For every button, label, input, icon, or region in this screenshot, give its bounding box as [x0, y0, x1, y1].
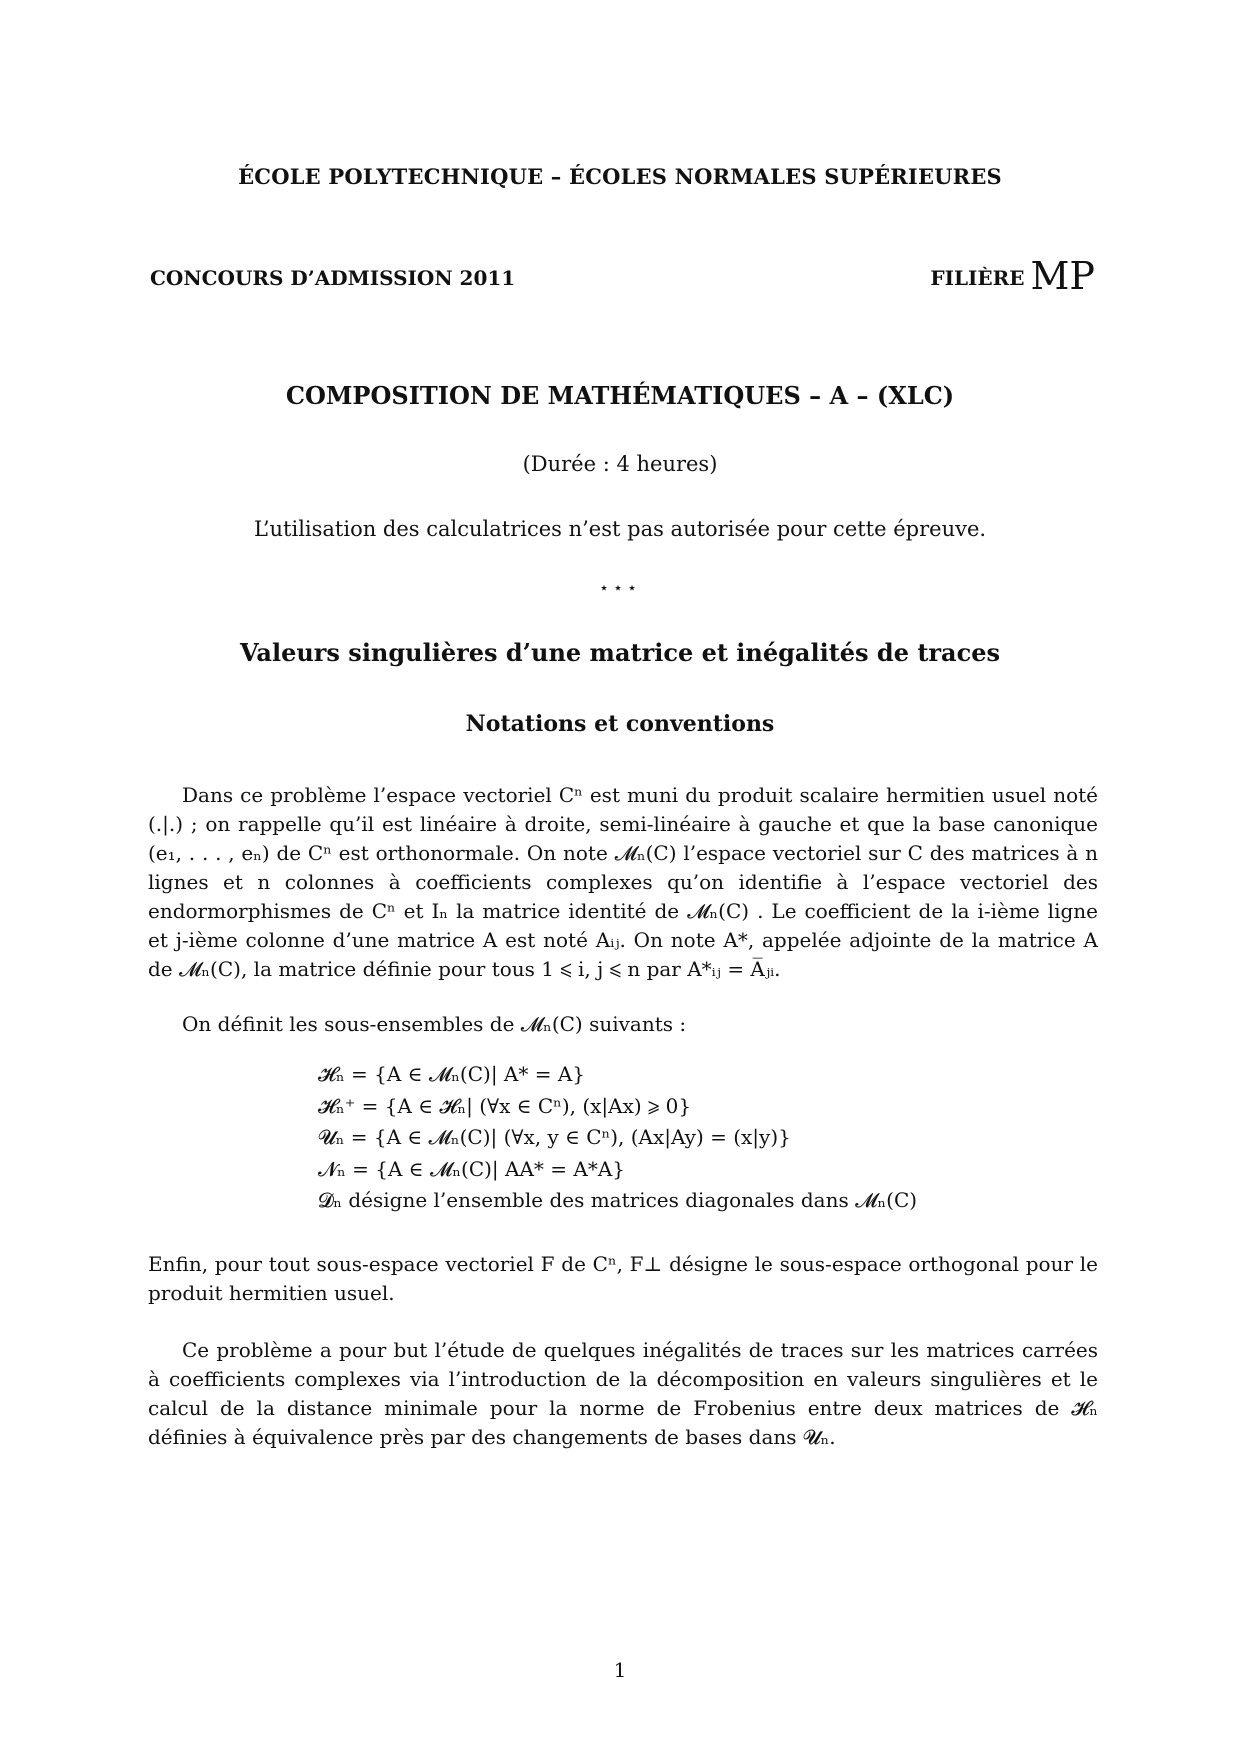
separator-stars: ⋆⋆⋆ — [598, 578, 642, 597]
institution-header: ÉCOLE POLYTECHNIQUE – ÉCOLES NORMALES SUPÉRIEURES — [238, 164, 1002, 189]
definition-unitary: 𝓤ₙ = {A ∈ 𝓜ₙ(C)| (∀x, y ∈ Cⁿ), (Ax|Ay) = (x|y)} — [318, 1125, 791, 1149]
page-number: 1 — [613, 1658, 627, 1682]
definition-positive-hermitian: 𝓗ₙ⁺ = {A ∈ 𝓗ₙ| (∀x ∈ Cⁿ), (x|Ax) ⩾ 0} — [318, 1093, 692, 1118]
problem-title: Valeurs singulières d’une matrice et inégalités de traces — [239, 638, 1001, 667]
paragraph-subsets-intro: On définit les sous-ensembles de 𝓜ₙ(C) suivants : — [182, 1012, 687, 1036]
calculator-note: L’utilisation des calculatrices n’est pas autorisée pour cette épreuve. — [253, 517, 987, 541]
definition-diagonal: 𝓓ₙ désigne l’ensemble des matrices diagonales dans 𝓜ₙ(C) — [318, 1188, 918, 1212]
duration: (Durée : 4 heures) — [522, 452, 718, 476]
definition-hermitian: 𝓗ₙ = {A ∈ 𝓜ₙ(C)| A* = A} — [318, 1062, 585, 1086]
composition-title: COMPOSITION DE MATHÉMATIQUES – A – (XLC) — [285, 381, 955, 410]
concours-label: CONCOURS D’ADMISSION 2011 — [150, 266, 516, 290]
paragraph-notations: Dans ce problème l’espace vectoriel Cⁿ est muni du produit scalaire hermitien usuel noté (.|.) ; on rappelle qu’il est linéaire à droite, semi-linéaire à gauche et que la base canonique (e₁, . . . , eₙ) de Cⁿ est orthonormale. On note 𝓜ₙ(C) l’espace vectoriel sur C des matrices à n lignes et n colonnes à coefficients complexes qu’on identifie à l’espace vectoriel des endormorphismes de Cⁿ et Iₙ la matrice identité de 𝓜ₙ(C) . Le coefficient de la i-ième ligne et j-ième colonne d’une matrice A est noté Aᵢⱼ. On note A*, appelée adjointe de la matrice A de 𝓜ₙ(C), la matrice définie pour tous 1 ⩽ i, j ⩽ n par A*ᵢⱼ = A̅ⱼᵢ. — [148, 783, 1098, 981]
definition-normal: 𝓝ₙ = {A ∈ 𝓜ₙ(C)| AA* = A*A} — [318, 1156, 625, 1181]
filiere-value: MP — [1030, 254, 1095, 298]
paragraph-orthogonal: Enfin, pour tout sous-espace vectoriel F de Cⁿ, F⊥ désigne le sous-espace orthogonal pour le produit hermitien usuel. — [148, 1252, 1098, 1305]
definitions-list — [318, 1059, 917, 1217]
filiere-label: FILIÈRE — [930, 266, 1025, 290]
paragraph-goal: Ce problème a pour but l’étude de quelques inégalités de traces sur les matrices carrées à coefficients complexes via l’introduction de la décomposition en valeurs singulières et le calcul de la distance minimale pour la norme de Frobenius entre deux matrices de 𝓗ₙ définies à équivalence près par des changements de bases dans 𝓤ₙ. — [148, 1338, 1098, 1449]
filiere-block — [930, 254, 1095, 298]
section-title: Notations et conventions — [465, 711, 775, 737]
